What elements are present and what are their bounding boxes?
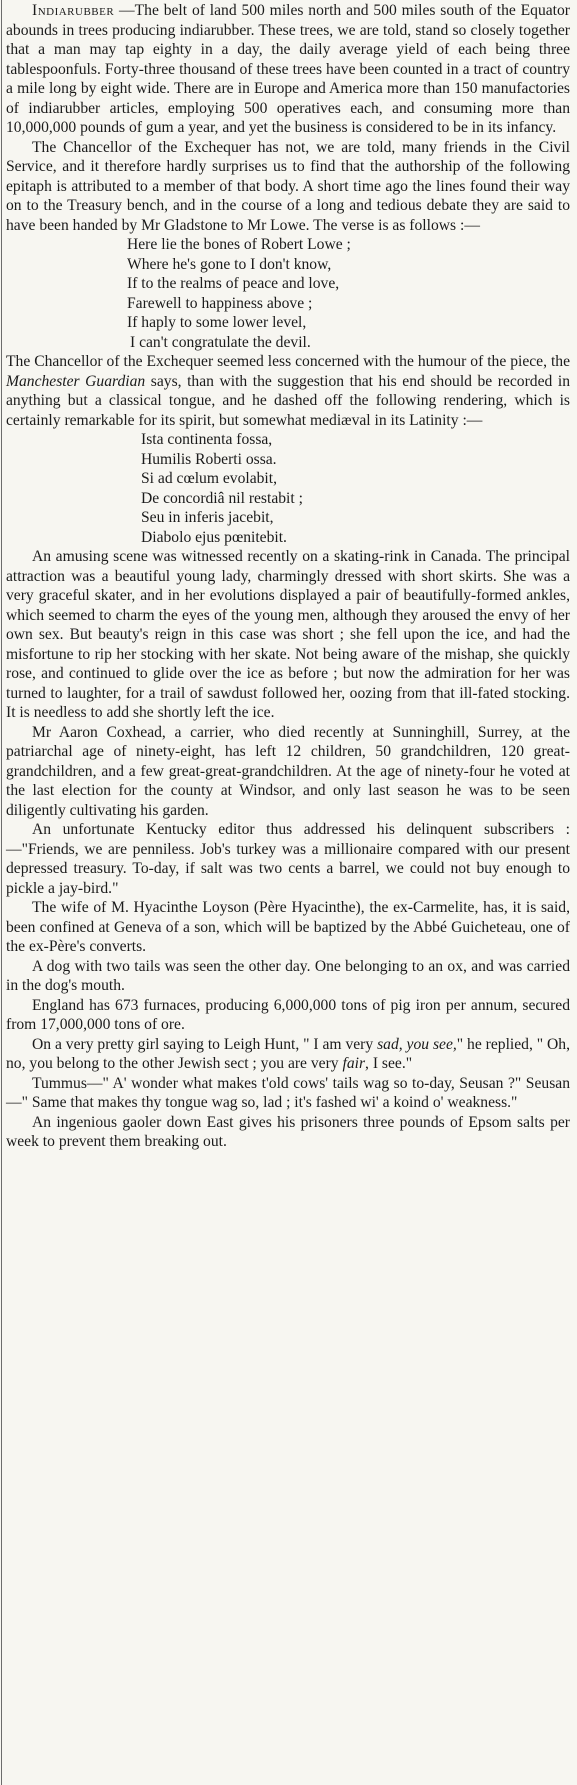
paragraph-coxhead: Mr Aaron Coxhead, a carrier, who died recently at Sunninghill, Surrey, at the patriarchal age of ninety-eight, has left 12 children, 50 grandchildren, 120 great-grandchildren, and a few great-great-grandchildren. At the age of ninety-four he voted at the last election for the county at Windsor, and only last season he was to be seen diligently cultivating his garden. [6,723,570,819]
verse-line: Ista continenta fossa, [141,431,273,448]
paragraph-indiarubber [6,1,570,138]
newspaper-title: Manchester Guardian [6,372,146,390]
paragraph-leigh-hunt [6,1035,570,1074]
paragraph-tummus: Tummus—" A' wonder what makes t'old cows' tails wag so to-day, Seusan ?" Seusan—" Same that makes thy tongue wag so, lad ; it's fashed wi' a koind o' weakness." [6,1074,570,1111]
lead-word: Indiarubber [32,2,115,19]
paragraph-furnaces: England has 673 furnaces, producing 6,000,000 tons of pig iron per annum, secured from 17,000,000 tons of ore. [6,996,570,1033]
paragraph-loyson: The wife of M. Hyacinthe Loyson (Père Hyacinthe), the ex-Carmelite, has, it is said, been confined at Geneva of a son, which will be baptized by the Abbé Guicheteau, one of the ex-Père's converts. [6,899,570,955]
emphasis: fair [342,1055,366,1072]
paragraph-latin-rendering [6,352,570,430]
verse-line: Humilis Roberti ossa. [141,450,277,468]
paragraph-skating-rink: An amusing scene was witnessed recently on a skating-rink in Canada. The principal attraction was a beautiful young lady, charmingly dressed with short skirts. She was a very graceful skater, and in her evolutions displayed a pair of beautifully-formed ankles, which seemed to charm the eyes of the young men, although they aroused the envy of her own sex. But beauty's reign in this case was short ; she fell upon the ice, and had the misfortune to rip her stocking with her skate. Not being aware of the mishap, she quickly rose, and continued to glide over the ice as before ; but now the admiration for her was turned to laughter, for a trail of sawdust followed her, oozing from that ill-fated stocking. It is needless to add she shortly left the ice. [6,548,570,721]
verse-line: Seu in inferis jacebit, [141,509,274,526]
verse-latin [6,430,570,547]
paragraph-text: The Chancellor of the Exchequer seemed less concerned with the humour of the piece, the [6,353,570,370]
paragraph-text: " he replied, " Oh, no, you belong to the other Jewish sect ; you are very [6,1035,570,1072]
verse-line: If to the realms of peace and love, [127,275,340,292]
paragraph-text: , I see." [365,1055,413,1072]
verse-line: Diabolo ejus pœnitebit. [141,528,287,546]
verse-line: Si ad cœlum evolabit, [141,470,277,487]
paragraph-text: On a very pretty girl saying to Leigh Hunt, " I am very [32,1035,378,1053]
paragraph-text: —The belt of land 500 miles north and 500 miles south of the Equator abounds in trees producing indiarubber. These trees, we are told, stand so closely together that a man may tap eighty in a day, the daily average yield of each being three tablespoonfuls. Forty-three thousand of these trees have been counted in a tract of country a mile long by eight wide. There are in Europe and America more than 150 manufactories of indiarubber articles, employing 500 operatives each, and consuming more than 10,000,000 pounds of gum a year, and yet the business is considered to be in its infancy. [6,2,570,136]
article-column [6,1,570,1152]
verse-line: De concordiâ nil restabit ; [141,489,303,507]
emphasis: sad, you see, [377,1035,457,1053]
column-rule [1,0,2,1785]
verse-epitaph [6,235,570,352]
verse-line: Where he's gone to I don't know, [127,255,332,273]
paragraph-dog-two-tails: A dog with two tails was seen the other day. One belonging to an ox, and was carried in the dog's mouth. [6,957,570,994]
paragraph-kentucky-editor: An unfortunate Kentucky editor thus addressed his delinquent subscribers :—"Friends, we are penniless. Job's turkey was a millionaire compared with our present depressed treasury. To-day, if salt was two cents a barrel, we could not buy enough to pickle a jay-bird." [6,821,570,897]
verse-line: I can't congratulate the devil. [130,333,311,351]
verse-line: Here lie the bones of Robert Lowe ; [127,236,351,253]
paragraph-chancellor-epitaph: The Chancellor of the Exchequer has not, we are told, many friends in the Civil Service, and it therefore hardly surprises us to find that the authorship of the following epitaph is attributed to a member of that body. A short time ago the lines found their way on to the Treasury bench, and in the course of a long and tedious debate they are said to have been handed by Mr Gladstone to Mr Lowe. The verse is as follows :— [6,138,570,234]
verse-line: If haply to some lower level, [127,314,307,331]
verse-line: Farewell to happiness above ; [127,294,313,312]
paragraph-gaoler: An ingenious gaoler down East gives his prisoners three pounds of Epsom salts per week to prevent them breaking out. [6,1113,570,1150]
paragraph-text: says, than with the suggestion that his end should be recorded in anything but a classical tongue, and he dashed off the following rendering, which is certainly remarkable for its spirit, but somewhat mediæval in its Latinity :— [6,372,570,429]
